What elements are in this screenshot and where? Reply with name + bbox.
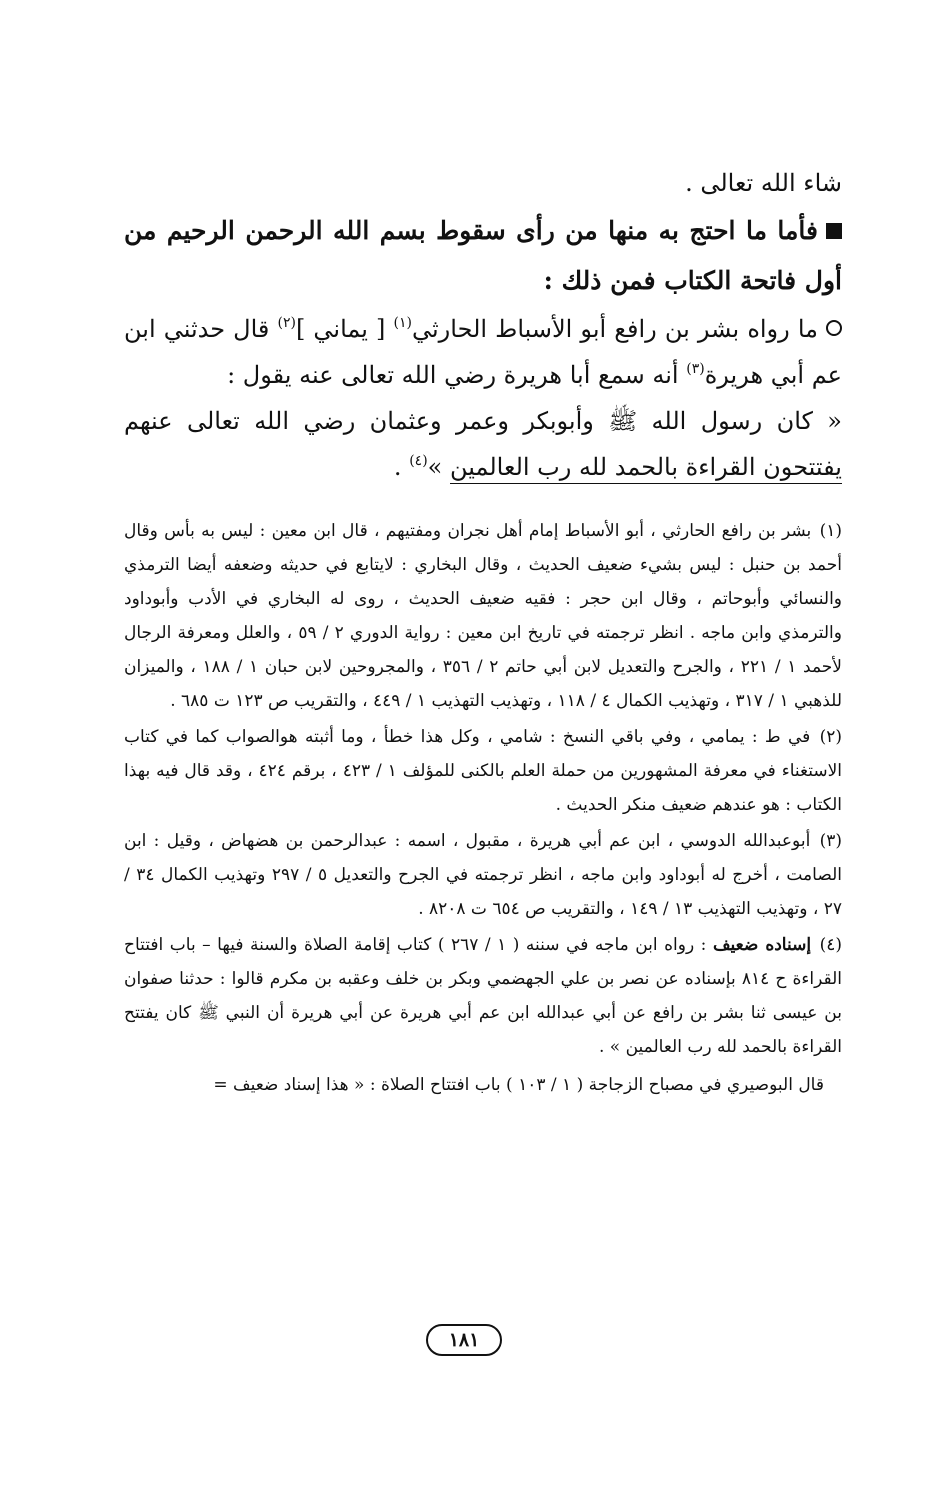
footnote-1-text: بشر بن رافع الحارثي ، أبو الأسباط إمام أهل نجران ومفتيهم ، قال ابن معين : ليس به بأس وقال أحمد بن حنبل : ليس بشيء ضعيف الحديث ، وقال البخاري : لايتابع في حديثه وضعفه أيضا الترمذي والنسائي وأبوحاتم ، وقال ابن حجر : فقيه ضعيف الحديث ، روى له البخاري في الأدب وأبوداود والترمذي وابن ماجه . انظر ترجمته في تاريخ ابن معين : رواية الدوري ٢ / ٥٩ ، والعلل ومعرفة الرجال لأحمد ١ / ٢٢١ ، والجرح والتعديل لابن أبي حاتم ٢ / ٣٥٦ ، والمجروحين لابن حبان ١ / ١٨٨ ، والميزان للذهبي ١ / ٣١٧ ، وتهذيب الكمال ٤ / ١١٨ ، وتهذيب التهذيب ١ / ٤٤٩ ، والتقريب ص ١٢٣ ت ٦٨٥ . — [124, 521, 842, 711]
book-page — [0, 160, 950, 1102]
heading-text: فأما ما احتج به منها من رأى سقوط بسم الله الرحمن الرحيم من أول فاتحة الكتاب فمن ذلك : — [124, 216, 842, 295]
hadith-quote — [124, 398, 842, 490]
footnote-2-text: في ط : يمامي ، وفي باقي النسخ : شامي ، وكل هذا خطأ ، وما أثبته هوالصواب كما في كتاب الاستغناء في معرفة المشهورين من حملة العلم بالكنى للمؤلف ١ / ٤٢٣ ، برقم ٤٢٤ ، وقد قال فيه بهذا الكتاب : هو عندهم ضعيف منكر الحديث . — [124, 727, 843, 815]
footnote-ref-3: (٣) — [686, 361, 705, 377]
square-bullet-icon — [826, 223, 842, 239]
section-heading — [124, 206, 842, 306]
quote-close: » — [427, 453, 443, 481]
footnote-3 — [124, 824, 842, 926]
footnotes-section — [124, 514, 842, 1102]
footnote-ref-2: (٢) — [277, 315, 296, 331]
narration-part-3: قال حدثني ابن عم أبي هريرة — [124, 315, 842, 389]
quote-end: . — [393, 453, 402, 481]
footnote-4 — [124, 928, 842, 1064]
narration-paragraph — [124, 306, 842, 398]
circle-bullet-icon — [826, 320, 842, 336]
footnote-4-bold: إسناده ضعيف — [712, 935, 812, 955]
footnote-4-number: (٤) — [819, 935, 843, 955]
footnote-1 — [124, 514, 842, 718]
footnote-2 — [124, 720, 842, 822]
footnote-3-number: (٣) — [819, 831, 843, 851]
footnote-continuation: قال البوصيري في مصباح الزجاجة ( ١ / ١٠٣ ) باب افتتاح الصلاة : « هذا إسناد ضعيف = — [213, 1075, 824, 1095]
footnote-2-number: (٢) — [819, 727, 843, 747]
narration-part-1: ما رواه بشر بن رافع أبو الأسباط الحارثي — [411, 315, 818, 343]
quote-part-1: « كان رسول الله ﷺ وأبوبكر وعمر وعثمان رضي الله تعالى عنهم — [124, 407, 842, 435]
quote-underlined-text: يفتتحون القراءة بالحمد لله رب العالمين — [450, 453, 842, 484]
footnote-ref-1: (١) — [393, 315, 412, 331]
footnote-4-text: : رواه ابن ماجه في سننه ( ١ / ٢٦٧ ) كتاب إقامة الصلاة والسنة فيها – باب افتتاح القراءة ح ٨١٤ بإسناده عن نصر بن علي الجهضمي وبكر بن خلف وعقبه بن مكرم قالوا : حدثنا صفوان بن عيسى ثنا بشر بن رافع عن أبي عبدالله ابن عم أبي هريرة عن أبي هريرة أن النبي ﷺ كان يفتتح القراءة بالحمد لله رب العالمين » . — [124, 935, 842, 1057]
page-number: ١٨١ — [426, 1324, 502, 1356]
footnote-1-number: (١) — [819, 521, 842, 541]
main-text — [124, 160, 842, 490]
footnote-3-text: أبوعبدالله الدوسي ، ابن عم أبي هريرة ، مقبول ، اسمه : عبدالرحمن بن هضهاض ، وقيل : ابن الصامت ، أخرج له أبوداود وابن ماجه ، انظر ترجمته في الجرح والتعديل ٥ / ٢٩٧ وتهذيب الكمال ٣٤ / ٢٧ ، وتهذيب التهذيب ١٣ / ١٤٩ ، والتقريب ص ٦٥٤ ت ٨٢٠٨ . — [124, 831, 842, 919]
footnote-ref-4: (٤) — [409, 453, 428, 469]
narration-part-2: [ يماني ] — [295, 315, 386, 343]
intro-line: شاء الله تعالى . — [685, 169, 842, 197]
narration-part-4: أنه سمع أبا هريرة رضي الله تعالى عنه يقول : — [227, 361, 679, 389]
